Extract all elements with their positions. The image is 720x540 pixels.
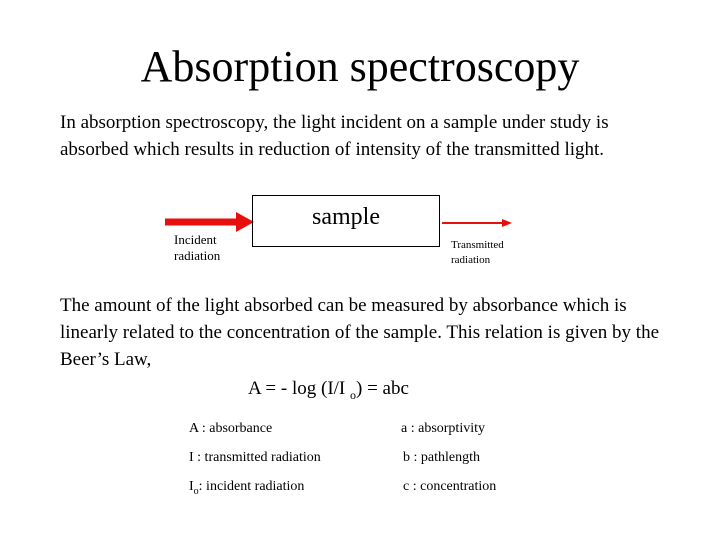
incident-arrow <box>165 212 254 232</box>
formula-rhs: ) = abc <box>356 378 409 399</box>
sample-label: sample <box>312 204 380 230</box>
legend-absorbance: A : absorbance <box>189 421 273 436</box>
incident-label-line2: radiation <box>174 248 221 263</box>
incident-label-line1: Incident <box>174 232 217 247</box>
intro-paragraph: In absorption spectroscopy, the light incident on a sample under study is absorbed which results in reduction of intensity of the transmitted light. <box>60 112 609 160</box>
legend-incident-text: : incident radiation <box>198 479 305 494</box>
transmitted-label-line1: Transmitted <box>451 239 504 251</box>
transmitted-label-line2: radiation <box>451 254 491 266</box>
legend-absorptivity: a : absorptivity <box>401 421 485 436</box>
transmitted-radiation-label <box>451 238 504 268</box>
formula-subscript: o <box>350 388 357 402</box>
legend-pathlength: b : pathlength <box>403 450 480 465</box>
slide-title: Absorption spectroscopy <box>140 42 580 91</box>
absorption-diagram <box>0 190 720 280</box>
incident-radiation-label <box>174 232 220 264</box>
beer-law-formula <box>248 376 409 403</box>
beer-law-paragraph: The amount of the light absorbed can be measured by absorbance which is linearly related to the concentration of the sample. This relation is given by the Beer’s Law, <box>60 295 660 370</box>
legend-transmitted: I : transmitted radiation <box>189 450 321 465</box>
formula-lhs: A = - log (I/I <box>248 378 351 399</box>
legend-incident-symbol: I <box>189 479 194 494</box>
legend-incident <box>189 478 304 497</box>
legend-concentration: c : concentration <box>403 479 497 494</box>
transmitted-arrow <box>442 219 512 227</box>
legend-incident-subscript: o <box>193 486 199 497</box>
